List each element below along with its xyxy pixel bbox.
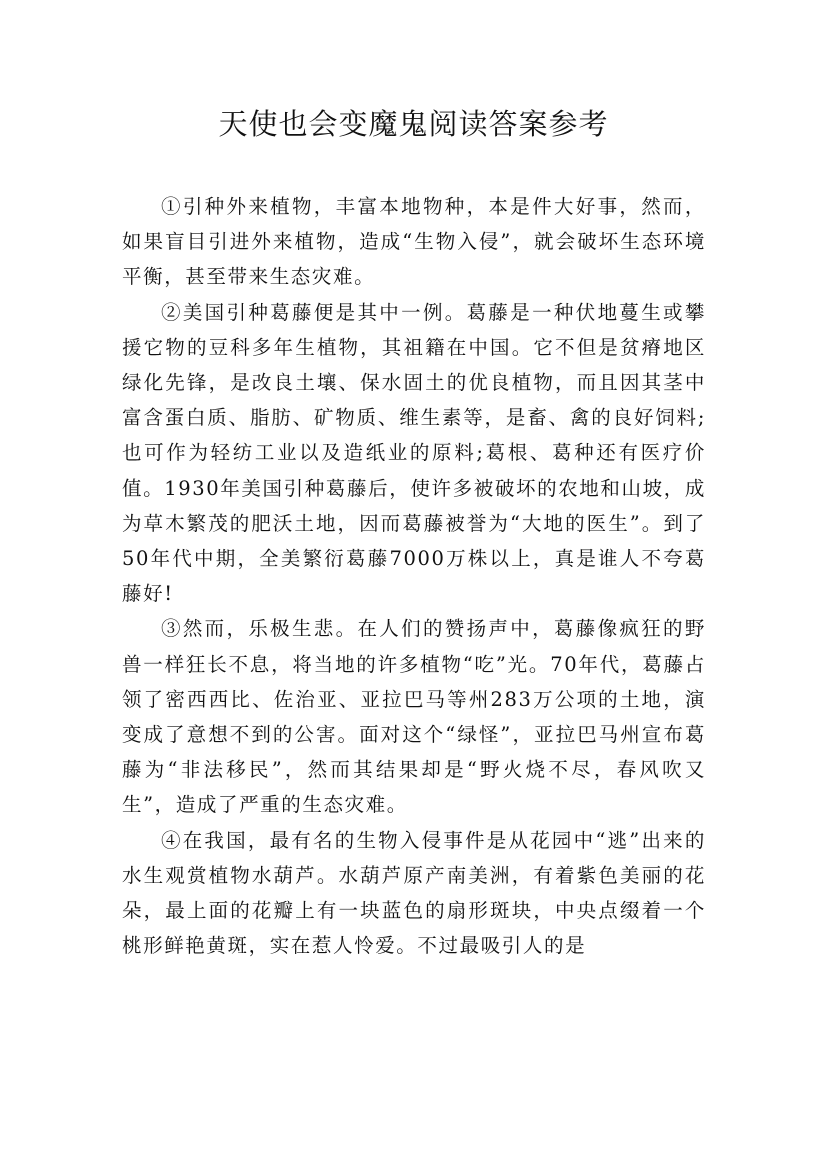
paragraph-3: ③然而，乐极生悲。在人们的赞扬声中，葛藤像疯狂的野兽一样狂长不息，将当地的许多植物“吃”光。70年代，葛藤占领了密西西比、佐治亚、亚拉巴马等州283万公项的土地，演变成了意想不到的公害。面对这个“绿怪”，亚拉巴马州宣布葛藤为“非法移民”，然而其结果却是“野火烧不尽，春风吹又生”，造成了严重的生态灾难。 bbox=[122, 617, 706, 817]
paragraph-1: ①引种外来植物，丰富本地物种，本是件大好事，然而，如果盲目引进外来植物，造成“生物入侵”，就会破坏生态环境平衡，甚至带来生态灾难。 bbox=[122, 195, 706, 289]
paragraph-2: ②美国引种葛藤便是其中一例。葛藤是一种伏地蔓生或攀援它物的豆科多年生植物，其祖籍在中国。它不但是贫瘠地区绿化先锋，是改良土壤、保水固土的优良植物，而且因其茎中富含蛋白质、脂肪、矿物质、维生素等，是畜、禽的良好饲料;也可作为轻纺工业以及造纸业的原料;葛根、葛种还有医疗价值。1930年美国引种葛藤后，使许多被破坏的农地和山坡，成为草木繁茂的肥沃土地，因而葛藤被誉为“大地的医生”。到了50年代中期，全美繁衍葛藤7000万株以上，真是谁人不夸葛藤好! bbox=[122, 300, 706, 606]
document-body bbox=[122, 189, 706, 963]
paragraph-4: ④在我国，最有名的生物入侵事件是从花园中“逃”出来的水生观赏植物水葫芦。水葫芦原产南美洲，有着紫色美丽的花朵，最上面的花瓣上有一块蓝色的扇形斑块，中央点缀着一个桃形鲜艳黄斑，实在惹人怜爱。不过最吸引人的是 bbox=[122, 828, 706, 958]
document-title: 天使也会变魔鬼阅读答案参考 bbox=[218, 107, 609, 141]
